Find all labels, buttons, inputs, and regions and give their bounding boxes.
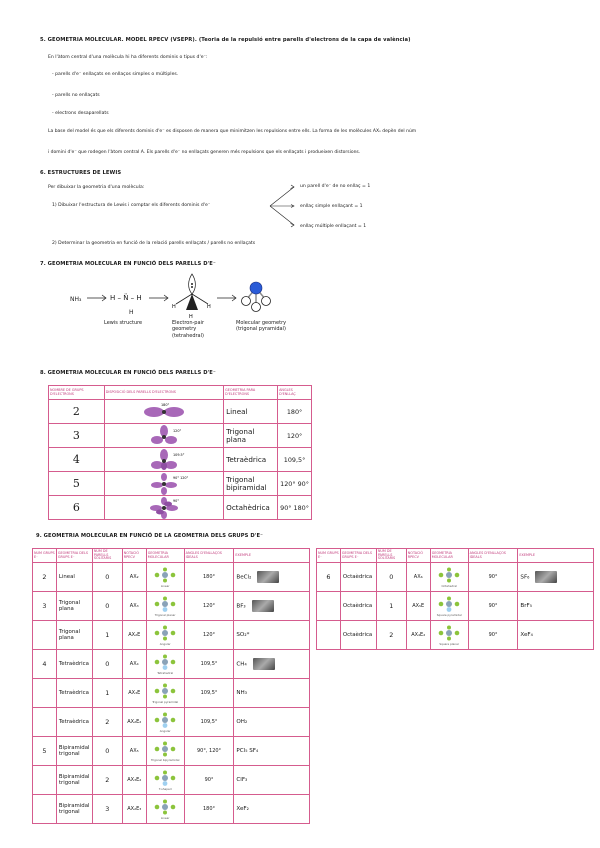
molecular-geometry-caption: Trigonal pyramidal bbox=[152, 699, 179, 704]
caption-lewis-structure: Lewis structure bbox=[104, 320, 143, 326]
example-formula-text: XeF₄ bbox=[520, 632, 533, 639]
rpecv-notation bbox=[122, 766, 146, 795]
group-geometry bbox=[56, 708, 92, 737]
groups-count bbox=[33, 679, 57, 708]
rpecv-notation bbox=[406, 563, 430, 592]
molecular-geometry-model bbox=[146, 795, 184, 824]
bond-angle: 90° 180° bbox=[278, 496, 312, 520]
example-formula-text: BF₃ bbox=[236, 603, 246, 610]
lone-pairs-count-text: 0 bbox=[105, 660, 110, 669]
lone-pairs-count-text: 1 bbox=[389, 602, 394, 611]
example-formula-text: SF₆ bbox=[520, 574, 530, 581]
group-geometry-text: Bipiramidal trigonal bbox=[58, 745, 90, 758]
rpecv-notation bbox=[122, 737, 146, 766]
lone-pairs-count-text: 2 bbox=[105, 718, 110, 727]
group-geometry bbox=[340, 621, 376, 650]
ideal-angle-text: 109,5° bbox=[200, 690, 218, 697]
molecule-model-icon bbox=[150, 712, 180, 730]
groups-count: 2 bbox=[49, 400, 105, 424]
molecule-model-icon bbox=[150, 799, 180, 817]
rpecv-notation bbox=[122, 563, 146, 592]
group-geometry bbox=[56, 621, 92, 650]
geometry-name: Tetraèdrica bbox=[224, 448, 278, 472]
orbital-lobes-linear bbox=[134, 401, 194, 423]
example-formula-text: PCl₅ SF₄ bbox=[236, 748, 259, 755]
orbital-lobes-trigonal-bipyramidal bbox=[134, 473, 194, 495]
bond-angle: 120° 90° bbox=[278, 472, 312, 496]
svg-text:H: H bbox=[189, 314, 193, 320]
molecular-geometry-caption: Angular bbox=[159, 641, 171, 646]
groups-count bbox=[33, 563, 57, 592]
ideal-angle-text: 180° bbox=[202, 574, 216, 581]
s6-step-2: 2) Determinar la geometria en funció de la relació parells enllaçats / parells no enllaçats bbox=[52, 241, 256, 246]
groups-count-text: 5 bbox=[42, 747, 47, 756]
example-formula-text: OH₂ bbox=[236, 719, 248, 726]
arrow-right-icon bbox=[148, 293, 170, 303]
ideal-angle bbox=[184, 650, 234, 679]
header-num-groups: NUM GRUPS E⁻ bbox=[317, 549, 341, 563]
pair-arrangement-octahedral bbox=[104, 496, 223, 520]
header-notation: NOTACIÓ RPECV bbox=[122, 549, 146, 563]
example-formula-text: BrF₅ bbox=[520, 603, 532, 610]
rpecv-notation bbox=[122, 708, 146, 737]
groups-count-text: 4 bbox=[42, 660, 47, 669]
molecule-model-icon bbox=[434, 567, 464, 585]
header-example: EXEMPLE bbox=[234, 549, 310, 563]
ideal-angle bbox=[468, 592, 518, 621]
groups-count bbox=[33, 795, 57, 824]
lone-pairs-count-text: 0 bbox=[105, 747, 110, 756]
rpecv-notation bbox=[122, 592, 146, 621]
molecular-geometry-caption: Linear bbox=[160, 815, 170, 820]
lone-pairs-count bbox=[92, 766, 122, 795]
group-geometry-text: Bipiramidal trigonal bbox=[58, 803, 90, 816]
group-geometry bbox=[340, 592, 376, 621]
group-geometry-text: Bipiramidal trigonal bbox=[58, 774, 90, 787]
example-formula bbox=[234, 766, 310, 795]
example-formula bbox=[234, 795, 310, 824]
molecular-geometry-model bbox=[430, 563, 468, 592]
rpecv-notation-text: AX₆ bbox=[413, 574, 423, 581]
table-row bbox=[33, 621, 310, 650]
ideal-angle-text: 109,5° bbox=[200, 719, 218, 726]
rpecv-notation bbox=[122, 621, 146, 650]
rpecv-notation-text: AX₅ bbox=[129, 748, 139, 755]
example-formula bbox=[234, 621, 310, 650]
s5-paragraph-2: i domini d'e⁻ que rodegen l'àtom central A. Els parells d'e⁻ no enllaçats generen més repulsions que els enllaçats i produeixen distorsions. bbox=[48, 150, 361, 155]
groups-count bbox=[33, 650, 57, 679]
example-formula bbox=[234, 592, 310, 621]
header-notation: NOTACIÓ RPECV bbox=[406, 549, 430, 563]
group-geometry-text: Trigonal plana bbox=[58, 629, 81, 642]
example-formula bbox=[518, 563, 594, 592]
molecule-photo bbox=[252, 600, 274, 612]
lone-pairs-count bbox=[92, 650, 122, 679]
rpecv-notation bbox=[122, 650, 146, 679]
lone-pairs-count bbox=[92, 708, 122, 737]
angle-label: 90° bbox=[172, 498, 179, 503]
molecular-geometry-caption: Trigonal bipyramidal bbox=[150, 757, 180, 762]
example-formula-text: SO₂* bbox=[236, 632, 250, 639]
example-formula-text: NH₃ bbox=[236, 690, 248, 697]
example-formula bbox=[234, 708, 310, 737]
table-row bbox=[33, 795, 310, 824]
group-geometry-text: Tetraèdrica bbox=[58, 690, 89, 697]
header-lone-pairs: NÚM DE PARELLS SOLITARIS bbox=[376, 549, 406, 563]
group-geometry bbox=[56, 766, 92, 795]
example-formula bbox=[234, 563, 310, 592]
molecular-geometry-model bbox=[430, 592, 468, 621]
header-molecular-geometry: GEOMETRIA MOLECULAR bbox=[146, 549, 184, 563]
lone-pairs-count-text: 3 bbox=[105, 805, 110, 814]
ideal-angle bbox=[184, 621, 234, 650]
groups-count-text: 2 bbox=[42, 573, 47, 582]
header-lone-pairs: NÚM DE PARELLS SOLITARIS bbox=[92, 549, 122, 563]
molecule-photo bbox=[257, 571, 279, 583]
groups-count bbox=[33, 708, 57, 737]
bond-angle: 120° bbox=[278, 424, 312, 448]
lone-pairs-count bbox=[376, 621, 406, 650]
molecule-model-icon bbox=[150, 654, 180, 672]
molecular-geometry-model bbox=[146, 708, 184, 737]
caption-electron-pair-geometry: Electron-pair geometry (tetrahedral) bbox=[172, 320, 204, 339]
rpecv-notation-text: AX₃ bbox=[129, 603, 139, 610]
molecular-geometry-caption: Trigonal planar bbox=[154, 612, 176, 617]
ideal-angle bbox=[468, 563, 518, 592]
rpecv-notation-text: AX₂E bbox=[128, 632, 141, 639]
molecular-geometry-caption: Octahedral bbox=[441, 583, 457, 588]
angle-label: 109.5° bbox=[172, 452, 185, 457]
table-row bbox=[33, 766, 310, 795]
ideal-angle bbox=[184, 679, 234, 708]
svg-text:H: H bbox=[172, 304, 176, 310]
ideal-angle-text: 109,5° bbox=[200, 661, 218, 668]
example-formula-text: BeCl₂ bbox=[236, 574, 252, 581]
group-geometry-text: Tetraèdrica bbox=[58, 661, 89, 668]
ideal-angle-text: 90° bbox=[488, 632, 498, 639]
table-row bbox=[317, 621, 594, 650]
example-formula-text: CH₄ bbox=[236, 661, 247, 668]
ideal-angle bbox=[468, 621, 518, 650]
lone-pairs-count bbox=[92, 795, 122, 824]
group-geometry bbox=[56, 795, 92, 824]
header-ideal-angles: ANGLES D'ENLLAÇOS IDEALS bbox=[184, 549, 234, 563]
s6-rule-2: enllaç simple enllaçant = 1 bbox=[300, 204, 363, 209]
ideal-angle-text: 90° bbox=[488, 603, 498, 610]
group-geometry-text: Octaèdrica bbox=[342, 603, 373, 610]
lone-pairs-count bbox=[92, 737, 122, 766]
electron-geometry-table bbox=[48, 385, 312, 520]
molecular-geometry-model bbox=[146, 621, 184, 650]
s5-bullet-2: - parells no enllaçats bbox=[52, 93, 100, 98]
molecular-geometry-model bbox=[146, 650, 184, 679]
angle-label: 120° bbox=[172, 428, 182, 433]
orbital-lobes-trigonal bbox=[134, 425, 194, 447]
section-5-title: 5. GEOMETRIA MOLECULAR. MODEL RPECV (VSEPR). (Teoria de la repulsió entre parells d'electrons de la capa de valència) bbox=[40, 37, 411, 43]
header-electron-geometry: GEOMETRIA PARA D'ELECTRONS bbox=[224, 386, 278, 400]
arrow-right-icon bbox=[86, 293, 108, 303]
table-row bbox=[33, 563, 310, 592]
table-row bbox=[33, 592, 310, 621]
example-formula bbox=[234, 679, 310, 708]
lone-pairs-count-text: 0 bbox=[389, 573, 394, 582]
lone-pairs-count bbox=[92, 592, 122, 621]
nh3-formula: NH₃ bbox=[70, 296, 82, 303]
molecule-model-icon bbox=[434, 625, 464, 643]
group-geometry bbox=[56, 563, 92, 592]
lone-pairs-count-text: 0 bbox=[105, 602, 110, 611]
pair-arrangement-tetrahedral bbox=[104, 448, 223, 472]
group-geometry bbox=[56, 737, 92, 766]
ideal-angle bbox=[184, 592, 234, 621]
ideal-angle-text: 120° bbox=[202, 632, 216, 639]
section-7-title: 7. GEOMETRIA MOLECULAR EN FUNCIÓ DELS PARELLS D'E⁻ bbox=[40, 261, 216, 267]
molecular-geometry-model bbox=[146, 679, 184, 708]
molecule-model-icon bbox=[150, 596, 180, 614]
brace-arrows bbox=[268, 183, 298, 229]
molecular-geometry-caption: T-shaped bbox=[158, 786, 172, 791]
rpecv-notation bbox=[406, 592, 430, 621]
group-geometry bbox=[340, 563, 376, 592]
molecular-geometry-table-left bbox=[32, 548, 310, 824]
header-group-geometry: GEOMETRIA DELS GRUPS E⁻ bbox=[56, 549, 92, 563]
lone-pairs-count-text: 0 bbox=[105, 573, 110, 582]
molecule-model-icon bbox=[434, 596, 464, 614]
header-ideal-angles: ANGLES D'ENLLAÇOS IDEALS bbox=[468, 549, 518, 563]
rpecv-notation bbox=[406, 621, 430, 650]
section-6-title: 6. ESTRUCTURES DE LEWIS bbox=[40, 170, 122, 176]
header-num-groups: NUM GRUPS E⁻ bbox=[33, 549, 57, 563]
rpecv-notation-text: AX₂E₂ bbox=[127, 719, 142, 726]
pair-arrangement-linear bbox=[104, 400, 223, 424]
molecular-geometry-model bbox=[146, 737, 184, 766]
group-geometry-text: Trigonal plana bbox=[58, 600, 81, 613]
groups-count: 4 bbox=[49, 448, 105, 472]
lone-pairs-count-text: 1 bbox=[105, 631, 110, 640]
lone-pairs-count bbox=[92, 563, 122, 592]
groups-count bbox=[33, 621, 57, 650]
molecular-geometry-caption: Linear bbox=[160, 583, 170, 588]
ideal-angle bbox=[184, 737, 234, 766]
svg-text:H: H bbox=[207, 304, 211, 310]
group-geometry bbox=[56, 679, 92, 708]
group-geometry-text: Lineal bbox=[58, 574, 75, 581]
geometry-name: Lineal bbox=[224, 400, 278, 424]
table-row bbox=[33, 708, 310, 737]
nh3-molecule-model bbox=[238, 276, 274, 316]
lone-pairs-count bbox=[92, 679, 122, 708]
rpecv-notation-text: AX₃E₂ bbox=[127, 777, 142, 784]
section-9-title: 9. GEOMETRIA MOLECULAR EN FUNCIÓ DE LA GEOMETRIA DELS GRUPS D'E⁻ bbox=[36, 533, 263, 539]
molecular-geometry-model bbox=[146, 563, 184, 592]
molecule-model-icon bbox=[150, 567, 180, 585]
s5-bullet-3: - electrons desaparellats bbox=[52, 111, 109, 116]
ideal-angle-text: 90°, 120° bbox=[196, 748, 222, 755]
rpecv-notation-text: AX₂E₃ bbox=[127, 806, 142, 813]
molecule-photo bbox=[253, 658, 275, 670]
pair-arrangement-trigonal bbox=[104, 424, 223, 448]
ideal-angle-text: 180° bbox=[202, 806, 216, 813]
groups-count-text: 3 bbox=[42, 602, 47, 611]
s5-intro: En l'àtom central d'una molècula hi ha diferents dominis o tipus d'e⁻: bbox=[48, 55, 208, 60]
molecular-geometry-model bbox=[430, 621, 468, 650]
group-geometry-text: Tetraèdrica bbox=[58, 719, 89, 726]
section-8-title: 8. GEOMETRIA MOLECULAR EN FUNCIÓ DELS PARELLS D'E⁻ bbox=[40, 370, 216, 376]
s6-step-1: 1) Dibuixar l'estructura de Lewis i comptar els diferents dominis d'e⁻ bbox=[52, 203, 211, 208]
bond-angle: 180° bbox=[278, 400, 312, 424]
example-formula-text: ClF₃ bbox=[236, 777, 248, 784]
group-geometry-text: Octaèdrica bbox=[342, 632, 373, 639]
caption-molecular-geometry: Molecular geometry (trigonal pyramidal) bbox=[236, 320, 287, 333]
groups-count bbox=[33, 737, 57, 766]
geometry-name: Trigonal plana bbox=[224, 424, 278, 448]
rpecv-notation-text: AX₅E bbox=[412, 603, 425, 610]
groups-count bbox=[33, 592, 57, 621]
ideal-angle bbox=[184, 563, 234, 592]
groups-count: 6 bbox=[49, 496, 105, 520]
groups-count-text: 6 bbox=[326, 573, 331, 582]
header-bond-angles: ANGLES D'ENLLAÇ bbox=[278, 386, 312, 400]
orbital-lobes-tetrahedral bbox=[134, 449, 194, 471]
molecule-model-icon bbox=[150, 625, 180, 643]
ideal-angle bbox=[184, 795, 234, 824]
ideal-angle bbox=[184, 708, 234, 737]
lone-pairs-count-text: 2 bbox=[105, 776, 110, 785]
rpecv-notation bbox=[122, 795, 146, 824]
lewis-structure-h: H bbox=[129, 309, 134, 316]
lewis-structure-text: H – N̈ – H bbox=[110, 294, 142, 302]
s6-intro: Per dibuixar la geometria d'una molècula: bbox=[48, 185, 145, 190]
molecule-photo bbox=[535, 571, 557, 583]
lone-pairs-count-text: 2 bbox=[389, 631, 394, 640]
table-row bbox=[33, 650, 310, 679]
molecular-geometry-model bbox=[146, 766, 184, 795]
example-formula-text: XeF₂ bbox=[236, 806, 249, 813]
bond-angle: 109,5° bbox=[278, 448, 312, 472]
ideal-angle-text: 90° bbox=[204, 777, 214, 784]
example-formula bbox=[234, 737, 310, 766]
header-molecular-geometry: GEOMETRIA MOLECULAR bbox=[430, 549, 468, 563]
molecular-geometry-caption: Angular bbox=[159, 728, 171, 733]
example-formula bbox=[518, 592, 594, 621]
lone-pairs-count bbox=[92, 621, 122, 650]
s6-rule-3: enllaç múltiple enllaçant = 1 bbox=[300, 224, 367, 229]
ideal-angle-text: 90° bbox=[488, 574, 498, 581]
group-geometry bbox=[56, 592, 92, 621]
geometry-name: Octahèdrica bbox=[224, 496, 278, 520]
pair-arrangement-trigonal-bipyramidal bbox=[104, 472, 223, 496]
molecule-model-icon bbox=[150, 741, 180, 759]
groups-count bbox=[317, 592, 341, 621]
header-electron-groups: NOMBRE DE GRUPS D'ELECTRONS bbox=[49, 386, 105, 400]
s5-bullet-1: - parells d'e⁻ enllaçats en enllaços simples o múltiples. bbox=[52, 72, 179, 77]
lone-pairs-count-text: 1 bbox=[105, 689, 110, 698]
angle-label: 180° bbox=[160, 402, 170, 407]
orbital-lobes-octahedral bbox=[134, 497, 194, 519]
lone-pairs-count bbox=[376, 592, 406, 621]
groups-count bbox=[33, 766, 57, 795]
rpecv-notation bbox=[122, 679, 146, 708]
header-example: EXEMPLE bbox=[518, 549, 594, 563]
geometry-name: Trigonal bipiramidal bbox=[224, 472, 278, 496]
ideal-angle bbox=[184, 766, 234, 795]
lone-pairs-count bbox=[376, 563, 406, 592]
groups-count: 3 bbox=[49, 424, 105, 448]
groups-count bbox=[317, 563, 341, 592]
molecular-geometry-caption: Square pyramidal bbox=[436, 612, 462, 617]
arrow-right-icon bbox=[216, 293, 238, 303]
molecule-model-icon bbox=[150, 683, 180, 701]
molecular-geometry-model bbox=[146, 592, 184, 621]
rpecv-notation-text: AX₂ bbox=[129, 574, 139, 581]
table-row bbox=[33, 737, 310, 766]
s5-paragraph-1: La base del model és que els diferents dominis d'e⁻ es disposen de manera que minimitzen les repulsions entre ells. La forma de les molècules AXₙ depèn del núm bbox=[48, 129, 417, 134]
group-geometry-text: Octaèdrica bbox=[342, 574, 373, 581]
rpecv-notation-text: AX₃E bbox=[128, 690, 141, 697]
angle-label: 90° 120° bbox=[172, 475, 189, 480]
molecular-geometry-table-right bbox=[316, 548, 594, 650]
rpecv-notation-text: AX₄E₂ bbox=[411, 632, 426, 639]
table-row bbox=[33, 679, 310, 708]
s6-rule-1: un parell d'e⁻ de no enllaç = 1 bbox=[300, 184, 371, 189]
group-geometry bbox=[56, 650, 92, 679]
table-row bbox=[317, 563, 594, 592]
molecular-geometry-caption: Tetrahedral bbox=[157, 670, 174, 675]
table-row bbox=[317, 592, 594, 621]
example-formula bbox=[518, 621, 594, 650]
example-formula bbox=[234, 650, 310, 679]
molecule-model-icon bbox=[150, 770, 180, 788]
rpecv-notation-text: AX₄ bbox=[129, 661, 139, 668]
ideal-angle-text: 120° bbox=[202, 603, 216, 610]
molecular-geometry-caption: Square planar bbox=[439, 641, 459, 646]
header-pair-arrangement: DISPOSICIÓ DELS PARELLS D'ELECTRONS bbox=[104, 386, 223, 400]
tetrahedral-electron-pair-diagram bbox=[170, 270, 214, 320]
header-group-geometry: GEOMETRIA DELS GRUPS E⁻ bbox=[340, 549, 376, 563]
groups-count bbox=[317, 621, 341, 650]
groups-count: 5 bbox=[49, 472, 105, 496]
